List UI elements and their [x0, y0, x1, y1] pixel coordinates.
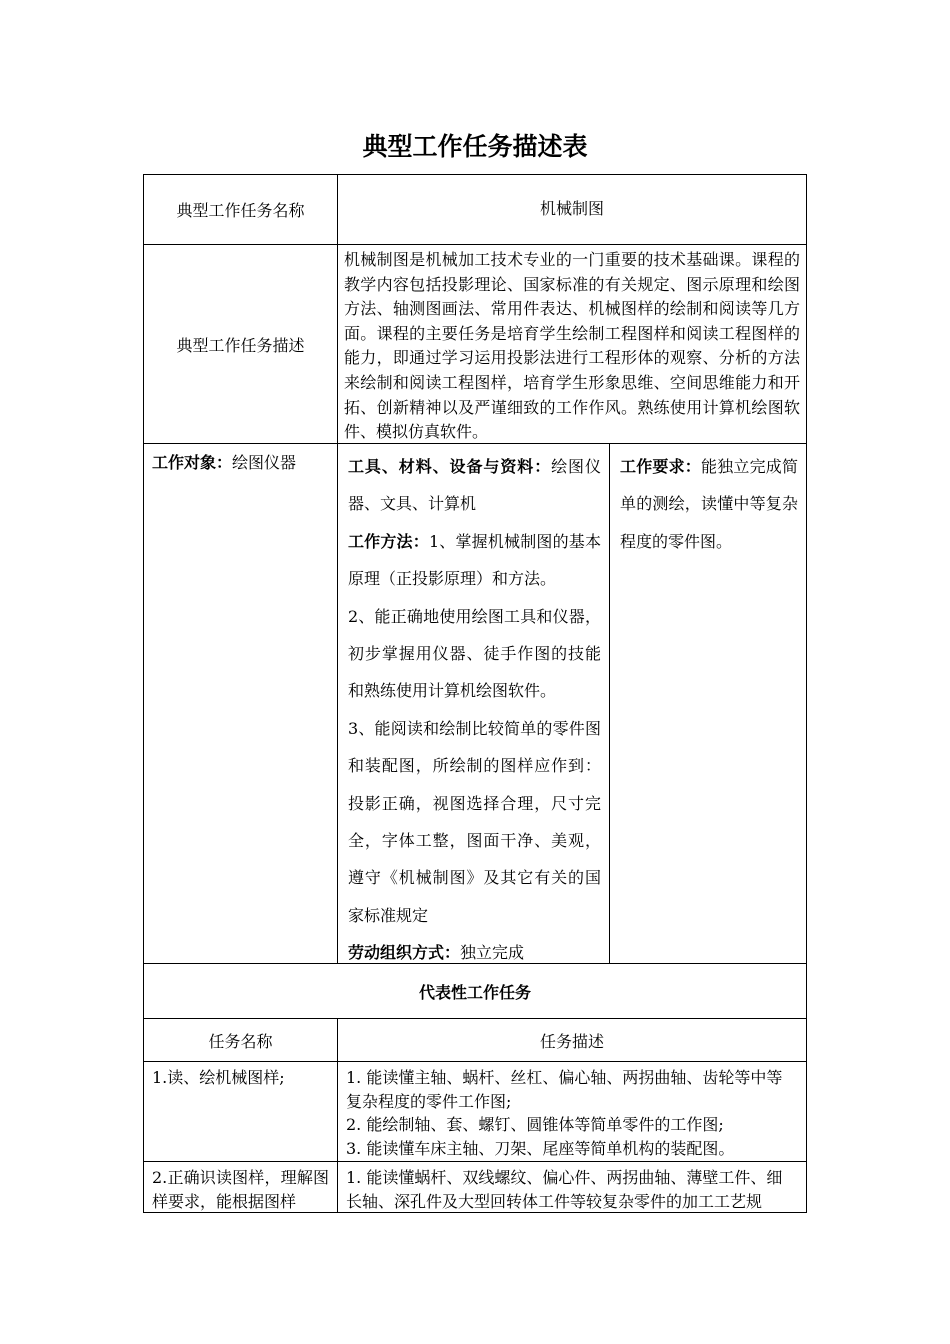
methods-item-3: 3、能阅读和绘制比较简单的零件图和装配图，所绘制的图样应作到：投影正确，视图选择合理，尺寸完全，字体工整，图面干净、美观，遵守《机械制图》及其它有关的国家标准规定 [348, 718, 601, 925]
table-row-1-name-cell [143, 1061, 338, 1162]
work-req-label: 工作要求： [620, 457, 701, 476]
tools-label: 工具、材料、设备与资料： [348, 457, 552, 476]
task-desc-label: 典型工作任务描述 [176, 335, 305, 355]
work-req-cell [609, 443, 807, 964]
task-name-value-cell [337, 174, 807, 245]
page-title: 典型工作任务描述表 [362, 132, 588, 161]
methods-item-1-text: 1、掌握机械制图的基本原理（正投影原理）和方法。 [348, 531, 601, 589]
work-object-label: 工作对象： [152, 453, 233, 472]
work-object-cell [143, 443, 338, 964]
tools-paragraph [348, 448, 601, 523]
table-row-2-desc-item: 1. 能读懂蜗杆、双线螺纹、偏心件、两拐曲轴、薄壁工件、细长轴、深孔件及大型回转体工件等较复杂零件的加工工艺规 [346, 1168, 783, 1211]
table-row-1-desc-cell [337, 1061, 807, 1162]
col-task-name-label: 任务名称 [208, 1031, 273, 1051]
labor-org-label: 劳动组织方式： [348, 943, 461, 963]
labor-org-value: 独立完成 [460, 943, 525, 963]
methods-item-1 [348, 523, 601, 598]
table-row-2-desc-cell [337, 1161, 807, 1213]
col-task-desc-label: 任务描述 [539, 1031, 604, 1051]
task-name-label-cell [143, 174, 338, 245]
table-row-1-desc-item: 2. 能绘制轴、套、螺钉、圆锥体等简单零件的工作图; [346, 1115, 724, 1134]
task-name-label: 典型工作任务名称 [176, 201, 305, 220]
tools-value: 绘图仪器、文具、计算机 [348, 457, 601, 514]
rep-tasks-heading: 代表性工作任务 [418, 982, 531, 1002]
table-row-1-name: 1.读、绘机械图样; [152, 1068, 285, 1087]
methods-item-2: 2、能正确地使用绘图工具和仪器，初步掌握用仪器、徒手作图的技能和熟练使用计算机绘图软件。 [348, 606, 601, 701]
rep-tasks-heading-cell [143, 963, 807, 1019]
table-row-2-name: 2.正确识读图样，理解图样要求，能根据图样 [152, 1168, 329, 1211]
table-row-1-desc-item: 1. 能读懂主轴、蜗杆、丝杠、偏心轴、两拐曲轴、齿轮等中等复杂程度的零件工作图; [346, 1068, 783, 1111]
task-desc-label-cell [143, 244, 338, 444]
methods-label: 工作方法： [348, 531, 429, 551]
work-req-value: 能独立完成简单的测绘，读懂中等复杂程度的零件图。 [620, 457, 798, 551]
task-desc-value-cell [337, 244, 807, 444]
task-name-value: 机械制图 [539, 199, 604, 218]
col-task-desc-header [337, 1018, 807, 1062]
table-row-1-desc-item: 3. 能读懂车床主轴、刀架、尾座等简单机构的装配图。 [346, 1138, 735, 1158]
task-desc-value: 机械制图是机械加工技术专业的一门重要的技术基础课。课程的教学内容包括投影理论、国家标准的有关规定、图示原理和绘图方法、轴测图画法、常用件表达、机械图样的绘制和阅读等几方面。课程的主要任务是培育学生绘制工程图样和阅读工程图样的能力，即通过学习运用投影法进行工程形体的观察、分析的方法来绘制和阅读工程图样，培育学生形象思维、空间思维能力和开拓、创新精神以及严谨细致的工作作风。熟练使用计算机绘图软件、模拟仿真软件。 [344, 250, 800, 442]
work-object-value: 绘图仪器 [232, 453, 297, 472]
tools-methods-cell [337, 443, 610, 964]
col-task-name-header [143, 1018, 338, 1062]
table-row-2-name-cell [143, 1161, 338, 1213]
